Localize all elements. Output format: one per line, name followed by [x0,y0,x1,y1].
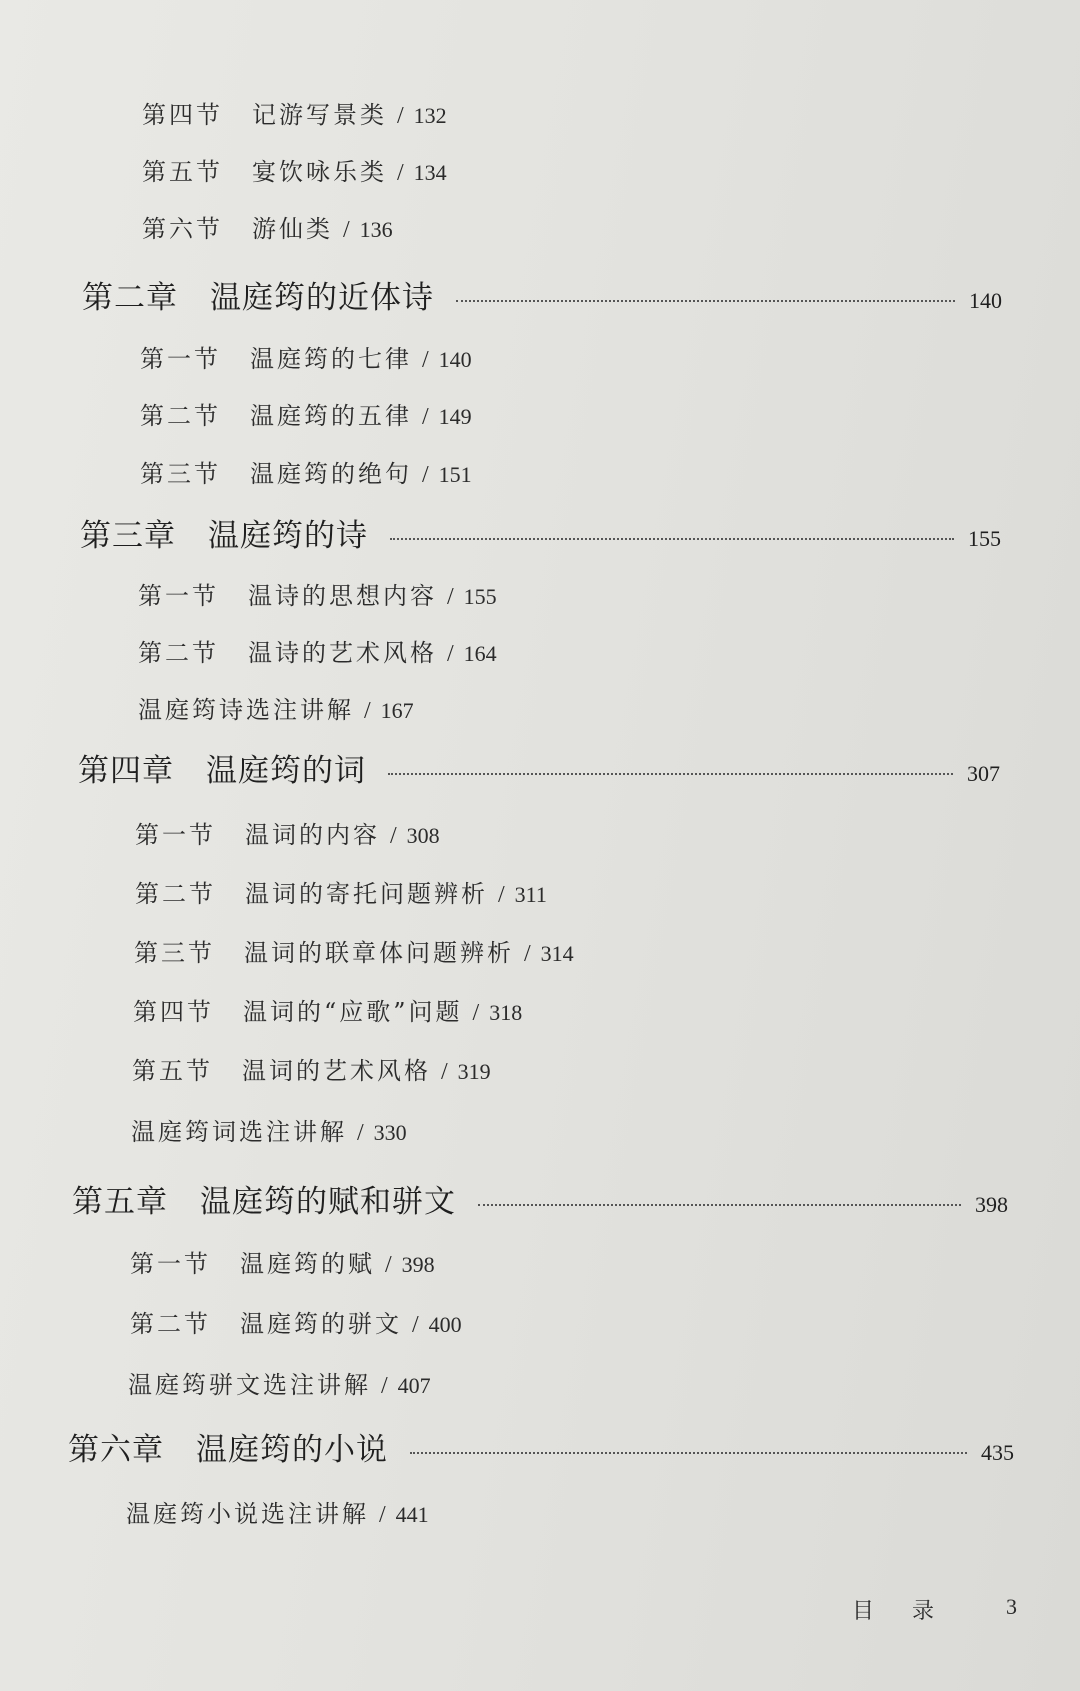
section-label: 第二节 [138,639,219,667]
separator: / [422,462,429,488]
section-label: 第二节 [130,1310,211,1338]
section-label: 第五节 [132,1057,213,1085]
page-number: 441 [395,1502,429,1527]
dot-leader [388,773,953,775]
running-footer-label: 目 录 [852,1599,943,1624]
separator: / [447,641,454,667]
section-title: 温庭筠的赋 [240,1250,375,1278]
separator: / [441,1059,448,1085]
section-title: 温庭筠的七律 [250,345,412,373]
toc-section [140,454,472,489]
page-number: 164 [463,641,497,666]
page-number: 318 [489,1000,523,1025]
toc-section [142,152,447,187]
separator: / [524,941,531,967]
section-title: 温词的“应歌”问题 [243,998,463,1026]
selection-title: 温庭筠骈文选注讲解 [128,1371,371,1399]
chapter-title: 温庭筠的赋和骈文 [200,1184,456,1220]
section-title: 记游写景类 [252,101,387,129]
chapter-label: 第六章 [68,1432,164,1468]
separator: / [357,1120,364,1146]
toc-chapter [80,510,1001,555]
separator: / [397,103,404,129]
page-number: 155 [968,526,1001,551]
toc-selection [128,1365,431,1400]
page-number: 311 [514,882,547,907]
section-label: 第二节 [140,402,221,430]
selection-title: 温庭筠小说选注讲解 [126,1500,369,1528]
page-number: 132 [413,103,447,128]
dot-leader [390,538,954,540]
page-number: 400 [428,1312,462,1337]
toc-chapter [72,1176,1008,1221]
chapter-label: 第二章 [82,280,178,316]
section-label: 第一节 [138,582,219,610]
separator: / [397,160,404,186]
page-number: 330 [373,1120,407,1145]
section-label: 第一节 [130,1250,211,1278]
selection-title: 温庭筠诗选注讲解 [138,696,354,724]
toc-section [140,396,472,431]
toc-section [138,633,497,668]
page-number: 308 [406,823,440,848]
chapter-title: 温庭筠的小说 [196,1432,388,1468]
section-label: 第五节 [142,158,223,186]
toc-section [135,815,440,850]
dot-leader [456,300,955,302]
separator: / [472,1000,480,1026]
section-title: 宴饮咏乐类 [252,158,387,186]
page-number: 149 [438,404,472,429]
separator: / [498,882,505,908]
dot-leader [478,1204,961,1206]
section-title: 温诗的思想内容 [248,582,437,610]
chapter-label: 第五章 [72,1184,168,1220]
toc-section [130,1304,462,1339]
toc-chapter [78,745,1000,790]
chapter-label: 第三章 [80,518,176,554]
toc-section [142,95,447,130]
page-number: 435 [981,1440,1014,1465]
folio: 3 [1006,1594,1017,1619]
section-label: 第六节 [142,215,223,243]
page-number: 398 [401,1252,435,1277]
section-title: 游仙类 [252,215,333,243]
page-number: 407 [397,1373,431,1398]
toc-section [140,339,472,374]
section-title: 温庭筠的骈文 [240,1310,402,1338]
toc-section [134,933,574,968]
toc-chapter [82,272,1002,317]
toc-section [133,992,522,1027]
toc-section [132,1051,491,1086]
toc-chapter [68,1424,1014,1469]
selection-title: 温庭筠词选注讲解 [131,1118,347,1146]
separator: / [381,1373,388,1399]
separator: / [385,1252,392,1278]
dot-leader [410,1452,967,1454]
section-title: 温庭筠的绝句 [250,460,412,488]
page-number: 314 [540,941,574,966]
separator: / [422,347,429,373]
page-number: 136 [359,217,393,242]
page-number: 140 [438,347,472,372]
page-number: 167 [380,698,414,723]
page-number: 140 [969,288,1002,313]
section-label: 第四节 [133,998,214,1026]
separator: / [390,823,397,849]
section-label: 第三节 [140,460,221,488]
separator: / [412,1312,419,1338]
page-number: 134 [413,160,447,185]
section-label: 第一节 [135,821,216,849]
toc-section [135,874,547,909]
toc-section [138,576,497,611]
section-label: 第三节 [134,939,215,967]
section-title: 温词的联章体问题辨析 [244,939,514,967]
section-title: 温词的寄托问题辨析 [245,880,488,908]
toc-section [142,209,393,244]
separator: / [379,1502,386,1528]
section-title: 温诗的艺术风格 [248,639,437,667]
separator: / [422,404,429,430]
section-label: 第一节 [140,345,221,373]
section-title: 温词的内容 [245,821,380,849]
separator: / [447,584,454,610]
separator: / [343,217,350,243]
toc-selection [126,1494,429,1529]
page-number: 319 [457,1059,491,1084]
chapter-title: 温庭筠的词 [206,753,366,789]
page-number: 307 [967,761,1000,786]
toc-section [130,1244,435,1279]
chapter-title: 温庭筠的近体诗 [210,280,434,316]
page-number: 155 [463,584,497,609]
chapter-title: 温庭筠的诗 [208,518,368,554]
section-label: 第四节 [142,101,223,129]
separator: / [364,698,371,724]
section-label: 第二节 [135,880,216,908]
toc-selection [138,690,414,725]
chapter-label: 第四章 [78,753,174,789]
section-title: 温庭筠的五律 [250,402,412,430]
page-number: 151 [438,462,472,487]
section-title: 温词的艺术风格 [242,1057,431,1085]
page-number: 398 [975,1192,1008,1217]
toc-selection [131,1112,407,1147]
